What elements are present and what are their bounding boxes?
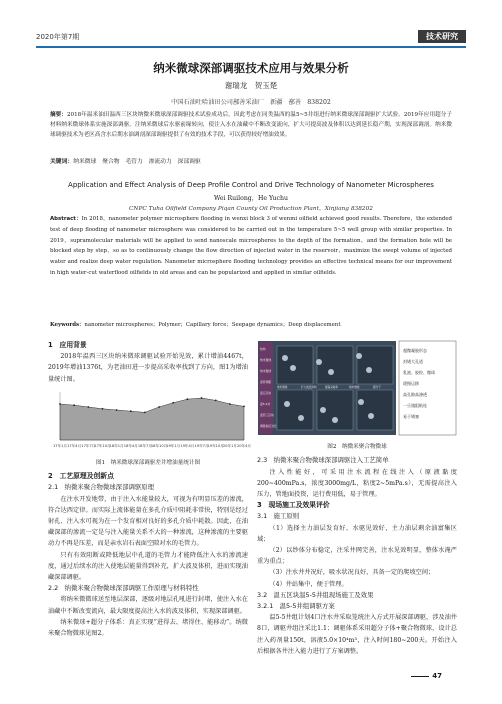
figure-2-side-label: 结构 [260, 347, 266, 351]
section-2-1-title: 2.1 纳微米聚合物微球深部调驱原理 [48, 483, 155, 492]
section-3-2-1-title: 3.2.1 温5-5井组调驱方案 [257, 602, 335, 611]
section-1-title: 1 应用背景 [48, 341, 87, 349]
abstract-en [50, 214, 452, 279]
figure-2-legend-text: 一旦遇阻粘连 [403, 403, 427, 408]
chart-x-tick-label: 20年1月 [222, 443, 237, 448]
figure-2-tile-label: 扩大波及体积 [301, 386, 317, 389]
right-column [257, 340, 457, 657]
figure-2-tile-label: 纳米微球 [277, 386, 288, 389]
title-cn: 纳米微球深部调驱技术应用与效果分析 [153, 61, 349, 75]
figure-2-image-tile [277, 346, 313, 384]
chart-x-tick-label: 19年7月 [194, 443, 209, 448]
figure-2-side-label: 温五区块 [260, 391, 272, 395]
principle-item-3: （3）注水井井况好，吸水状况良好，具备一定的爬坡空间； [269, 569, 435, 577]
microsphere-icon [282, 355, 288, 361]
chart-x-tick-label: 18年10月 [150, 443, 168, 448]
section-3-title: 3 现场施工及效果评价 [257, 501, 330, 510]
figure-2-legend-text: 缓慢运移 [403, 381, 419, 386]
section-2-3-paragraph: 注入性能好，可采用注水流程在线注入（原液黏度200~400mPa.s，浓度3000mg/L，粘度2~5mPa.s），无需提高注入压力，管地面投资，运行费用低，易于管理。 [257, 468, 457, 499]
microsphere-icon [358, 399, 364, 405]
abstract-cn-label: 摘要： [50, 112, 67, 118]
figure-1-caption: 图1 纳米微球深部调驱差井增油量统计图 [95, 460, 201, 467]
chart-point [215, 399, 217, 401]
chart-point [158, 406, 160, 408]
chart-point [59, 403, 61, 405]
figure-2-caption: 图2 纳微米聚合物微球 [327, 444, 387, 451]
figure-2-legend-text: 乳液、胶粒、微球 [403, 370, 435, 375]
microsphere-icon [284, 401, 290, 407]
section-2-2-paragraph-1: 将纳米微微球送至地层深部，逐级对地层孔吼进行封堵，使注入水在油藏中不断改变流向，最大限度提高注入水的波及体积，实现深部调驱。 [48, 596, 248, 615]
microsphere-icon [332, 417, 338, 423]
keywords-en-label: Keywords： [50, 322, 85, 328]
figure-2-side-label: 调驱前后对比 [260, 424, 277, 428]
chart-x-tick-label: 17年1月 [52, 443, 68, 448]
section-2-1-paragraph-1: 在注水开发地带，由于注入水能量较大，可视为有明显压差的渗流，符合达西定律。而实际上流体能量在多孔介质中阻耗非常快，特别是经过射孔、注入水可视为在一个发育相对良好的多孔介质中耗散。因此，在油藏深部的渗流一定是与注入能量关系不大的一种渗流，这种渗流的主要驱动力不再是压差，而是亲水岩石表面空隙对水的毛管力。 [48, 495, 248, 548]
chart-x-tick-label: 19年1月 [166, 443, 181, 448]
chart-point [229, 403, 231, 405]
figure-2-legend-text: 封堵大孔道 [403, 359, 423, 364]
microsphere-icon [368, 413, 374, 419]
chart-x-tick-label: 17年10月 [94, 443, 111, 448]
figure-2-legend-box [399, 341, 456, 435]
chart-point [172, 402, 174, 404]
chart-series-area [60, 398, 244, 440]
microsphere-icon [320, 407, 326, 413]
microsphere-icon [356, 353, 362, 359]
figure-2-side-label: 温5-5井 [260, 402, 271, 406]
chart-x-tick-label: 18年1月 [109, 443, 124, 448]
authors-cn: 谢瑞龙 贺玉楚 [224, 81, 278, 90]
chart-x-tick-label: 17年4月 [67, 443, 82, 448]
chart-x-tick-label: 17年7月 [81, 443, 96, 448]
figure-2-legend-text: 高孔隙高渗透 [403, 392, 427, 397]
section-3-2-title: 3.2 温五区块温5-5井组现场施工及效果 [257, 590, 374, 599]
section-2-3-title: 2.3 纳微米聚合物微球深部调驱注入工艺简单 [257, 456, 389, 465]
abstract-en-label: Abstract： [50, 216, 82, 222]
left-column [48, 340, 252, 639]
figure-1-chart [48, 388, 252, 452]
chart-x-tick-label: 20年4月 [236, 443, 252, 448]
abstract-cn-text: 2018年温米油田温西三区块纳微米微球深部调驱技术试验成功后，因此考虑在同类温西的温5~5井组进行纳米微球深部调驱扩大试验。2019年应用超分子材料纳米微球体系实施深部调驱。注纳米微球后水驱前缘转向，使注入水在油藏中不断改变流向，扩大可提高波及体积以达到延长稳产期，实现深部调剖。纳米微球调驱技术为老区高含水后期水油调剖深部调驱提供了有效的技术手段，可以获得较好增油效果。 [50, 112, 452, 138]
chart-point [243, 405, 245, 407]
chart-x-tick-label: 18年7月 [137, 443, 152, 448]
figure-2-side-bar [259, 342, 273, 434]
chart-point [144, 411, 146, 413]
microsphere-icon [316, 359, 322, 365]
microsphere-icon [328, 369, 334, 375]
principle-item-4: （4）井站集中，便于管理。 [269, 580, 348, 588]
microsphere-icon [290, 365, 296, 371]
section-1-paragraph: 2018年温西三区块纳米微球调驱试验开始见效，累计增油4467t，2019年增油1376t，为老油田进一步提高采收率找到了方向，图1为增油量统计图。 [48, 353, 248, 383]
figure-2-image-tile [357, 390, 393, 430]
title-en: Application and Effect Analysis of Deep Profile Control and Drive Technology of Nanometer Microspheres [68, 181, 434, 189]
section-3-1-title: 3.1 施工原则 [257, 512, 300, 521]
issue-label: 2020年第7期 [36, 33, 80, 41]
keywords-cn-text: 纳米微球 聚合物 毛管力 渗流动力 深部调驱 [73, 159, 201, 165]
authors-en: Wei Ruilong，He Yuchu [214, 195, 288, 202]
figure-2-side-label: 温西三区块 [260, 413, 274, 417]
figure-2-tile-label: 提高采收率 [325, 386, 338, 389]
figure-2-side-label: 深部调驱 [260, 380, 272, 384]
chart-x-tick-label: 19年4月 [180, 443, 195, 448]
section-2-title: 2 工艺原理及创新点 [48, 472, 114, 481]
figure-2-legend-text: 易于堵塞 [403, 414, 419, 419]
affiliation-cn: 中国石油吐哈油田公司鄯善采油厂 新疆 鄯善 838202 [171, 99, 331, 106]
chart-point [73, 404, 75, 406]
page-header [36, 32, 466, 48]
abstract-cn [50, 110, 452, 140]
chart-x-tick-label: 19年10月 [207, 443, 224, 448]
chart-x-tick-label: 18年4月 [123, 443, 138, 448]
microsphere-icon [366, 367, 372, 373]
section-3-2-1-paragraph: 温5-5井组计划4口注水井采取笼统注入方式开展深部调驱，涉及油井8口，调驱井组注采比1.1；调驱体系采用超分子体+聚合物微球，设计总注入药剂量150t，溶液5.0×10⁴m³，注入时间180~200天。开始注入后根据各井注入能力进行了方案调整。 [257, 614, 457, 655]
figure-2-side-label: 纳米微球 [260, 358, 272, 362]
principle-item-2: （2）以纱体分布稳定，注采井网完善，注水见效明显，整体水淹严重为重点； [257, 547, 457, 566]
chart-point [201, 397, 203, 399]
page-number: 47 [411, 672, 442, 680]
figure-2-side-label: 纳米微球 [260, 369, 272, 373]
keywords-en [50, 320, 452, 328]
section-2-1-paragraph-2: 只有有效阻断或降低地层中孔道的毛管力才能降低注入水的渗流速度，通过后续水的注入使地层能量得到补充，扩大波及体积，进而实现油藏深部调驱。 [48, 551, 248, 582]
figure-2-legend-text: 超微凝胶形态 [403, 348, 427, 353]
microsphere-icon [298, 415, 304, 421]
figure-2-tile-label: 超分子 [373, 386, 381, 389]
figure-2-image-tile [317, 346, 353, 384]
chart-point [87, 406, 89, 408]
figure-2-diagram [257, 340, 457, 436]
chart-point [130, 410, 132, 412]
section-2-2-paragraph-2: 纳米微球+超分子体系：真正实现“进得去、堵得住、能移动”。纳微米聚合物微球见图2。 [48, 618, 248, 638]
keywords-cn [50, 156, 452, 165]
chart-point [102, 408, 104, 410]
chart-point [116, 409, 118, 411]
figure-2-image-tile [277, 390, 313, 430]
section-2-2-title: 2.2 纳微米聚合物微球深部调驱工作原理与材料特性 [48, 584, 199, 593]
abstract-en-text: In 2018，nanometer polymer microsphere flooding in wenxi block 3 of wenmi oilfield achieved good results. Therefore，the extended test of deep flooding of nanometer microsphere was considered to be carried out in the temperature 5~5 well group with similar properties. In 2019，supramolecular materials will be applied to send nanoscale microspheres to the depth of the formation，and the formation hole will be blocked step by step，so as to continuously change the flow direction of injected water in the reservoir，maximize the swept volume of injected water and realize deep water regulation. Nanometer microsphere flooding technology provides an effective technical means for our improvement in high water-cut waterflood oilfields in old areas and can be popularized and applied in similar oilfields. [50, 216, 453, 276]
keywords-cn-label: 关键词： [50, 159, 74, 165]
chart-point [186, 398, 188, 400]
principle-item-1: （1）选择主力油层发育好、水驱见效好，主力油层剩余油富集区域； [257, 524, 457, 543]
keywords-en-text: nanometer microspheres；Polymer；Capillary force；Seepage dynamics；Deep displacement [84, 322, 341, 328]
section-tag: 技术研究 [418, 30, 466, 43]
figure-2-image-tile [357, 346, 393, 384]
affiliation-en: CNPC Tuha Oilfield Company Piqan County Oil Production Plant，Xinjiang 838202 [129, 206, 373, 212]
figure-2-tile-label: 纳米微球 [349, 386, 360, 389]
